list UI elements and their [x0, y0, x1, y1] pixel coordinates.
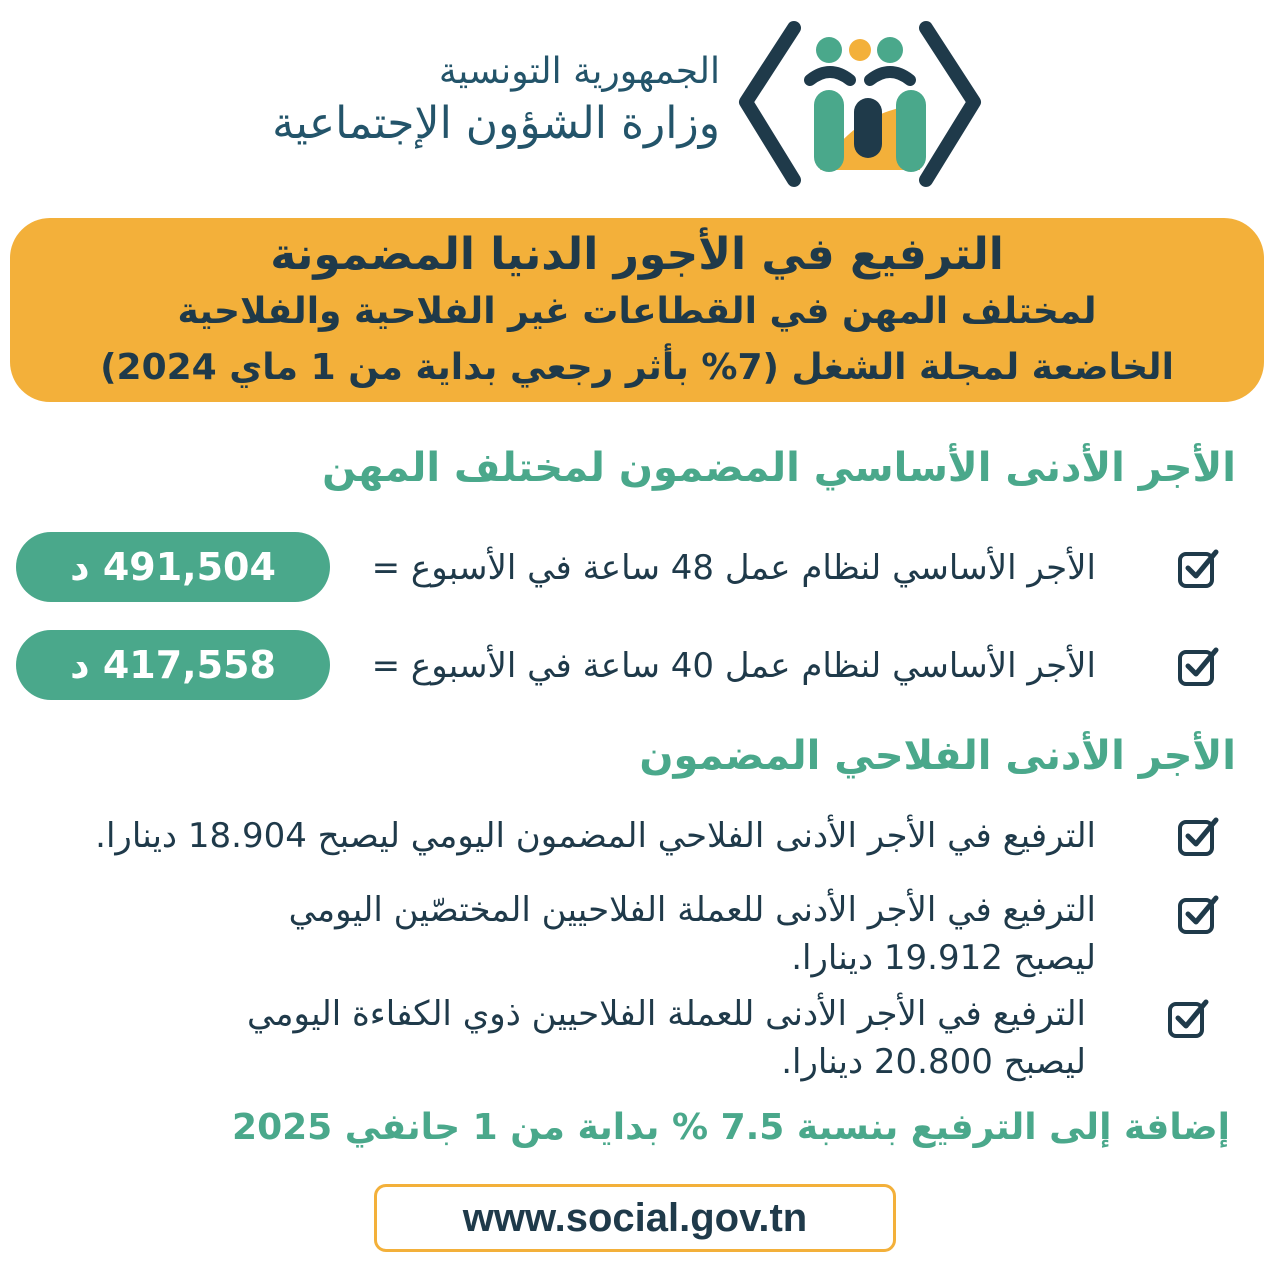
check-icon	[1176, 546, 1220, 590]
agri-item-1-text: الترفيع في الأجر الأدنى الفلاحي المضمون اليومي ليصبح 18.904 دينارا.	[95, 816, 1096, 856]
banner-scope: الخاضعة لمجلة الشغل (7% بأثر رجعي بداية من 1 ماي 2024)	[100, 347, 1174, 388]
ministry-name	[260, 48, 720, 152]
section-title-agricultural-wage: الأجر الأدنى الفلاحي المضمون	[639, 733, 1236, 779]
agri-item-2-line2: ليصبح 19.912 دينارا.	[791, 938, 1096, 978]
wage-row-40h	[40, 630, 1220, 704]
agri-item-3-line2: ليصبح 20.800 دينارا.	[781, 1042, 1086, 1082]
wage-value-48h: 491,504 د	[16, 532, 330, 602]
agri-item-2-line1: الترفيع في الأجر الأدنى للعملة الفلاحيين المختصّين اليومي	[288, 890, 1096, 930]
agri-item-2-text	[289, 886, 1096, 982]
section-title-guaranteed-wage: الأجر الأدنى الأساسي المضمون لمختلف المهن	[322, 445, 1236, 491]
wage-value-40h: 417,558 د	[16, 630, 330, 700]
banner-subtitle: لمختلف المهن في القطاعات غير الفلاحية والفلاحية	[177, 291, 1097, 332]
wage-label-40h: الأجر الأساسي لنظام عمل 40 ساعة في الأسبوع =	[371, 646, 1096, 686]
wage-row-48h	[40, 532, 1220, 606]
wage-label-48h: الأجر الأساسي لنظام عمل 48 ساعة في الأسبوع =	[371, 548, 1096, 588]
republic-label: الجمهورية التونسية	[438, 51, 720, 92]
check-icon	[1176, 814, 1220, 858]
agri-item-3-text	[247, 990, 1086, 1086]
ministry-label: وزارة الشؤون الإجتماعية	[272, 98, 720, 149]
additional-increase-note: إضافة إلى الترفيع بنسبة 7.5 % بداية من 1 جانفي 2025	[232, 1107, 1230, 1148]
website-url[interactable]: www.social.gov.tn	[374, 1184, 896, 1252]
agri-item-1	[40, 808, 1220, 864]
banner-title: الترفيع في الأجور الدنيا المضمونة	[270, 229, 1004, 280]
check-icon	[1176, 644, 1220, 688]
agri-item-3-line1: الترفيع في الأجر الأدنى للعملة الفلاحيين ذوي الكفاءة اليومي	[246, 994, 1086, 1034]
ministry-logo-icon	[724, 20, 996, 192]
check-icon	[1176, 892, 1220, 936]
check-icon	[1166, 996, 1210, 1040]
headline-banner	[10, 218, 1264, 402]
agri-item-2	[40, 886, 1220, 986]
agri-item-3	[40, 990, 1220, 1090]
